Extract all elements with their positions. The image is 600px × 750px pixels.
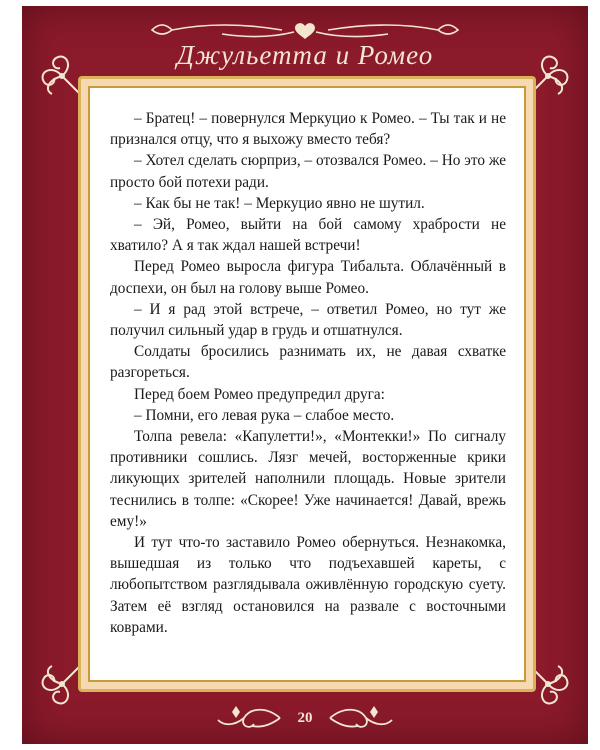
paragraph: – Хотел сделать сюрприз, – отозвался Ромео. – Но это же просто бой потехи ради. xyxy=(110,152,506,191)
text-panel xyxy=(88,86,526,682)
page-number: 20 xyxy=(297,710,313,726)
paragraph: – Как бы не так! – Меркуцио явно не шутил. xyxy=(134,194,425,212)
book-page xyxy=(22,6,588,744)
paragraph: – Эй, Ромео, выйти на бой самому храбрости не хватило? А я так ждал нашей встречи! xyxy=(110,216,506,255)
story-text xyxy=(110,108,506,638)
paragraph: – Братец! – повернулся Меркуцио к Ромео. – Ты так и не признался отцу, что я выхожу вместо тебя? xyxy=(110,110,506,149)
text-frame xyxy=(78,76,536,692)
paragraph: Солдаты бросились разнимать их, не давая схватке разгореться. xyxy=(110,343,506,382)
paragraph: Перед Ромео выросла фигура Тибальта. Облачённый в доспехи, он был на голову выше Ромео. xyxy=(110,258,506,297)
paragraph: Толпа ревела: «Капулетти!», «Монтекки!» По сигналу противники сошлись. Лязг мечей, восторженные крики ликующих зрителей наполнили площадь. Новые зрители теснились в толпе: «Скорее! Уже начинается! Давай, врежь ему!» xyxy=(110,428,506,530)
paragraph: – И я рад этой встрече, – ответил Ромео, но тут же получил сильный удар в грудь и отшатнулся. xyxy=(110,300,506,340)
paragraph: И тут что-то заставило Ромео обернуться. Незнакомка, вышедшая из только что подъехавшей кареты, с любопытством разглядывала оживлённую городскую суету. Затем её взгляд остановился на развале с восточными коврами. xyxy=(110,534,506,636)
paragraph: Перед боем Ромео предупредил друга: xyxy=(134,385,385,403)
paragraph: – Помни, его левая рука – слабое место. xyxy=(134,406,395,424)
chapter-title: Джульетта и Ромео xyxy=(176,40,434,70)
